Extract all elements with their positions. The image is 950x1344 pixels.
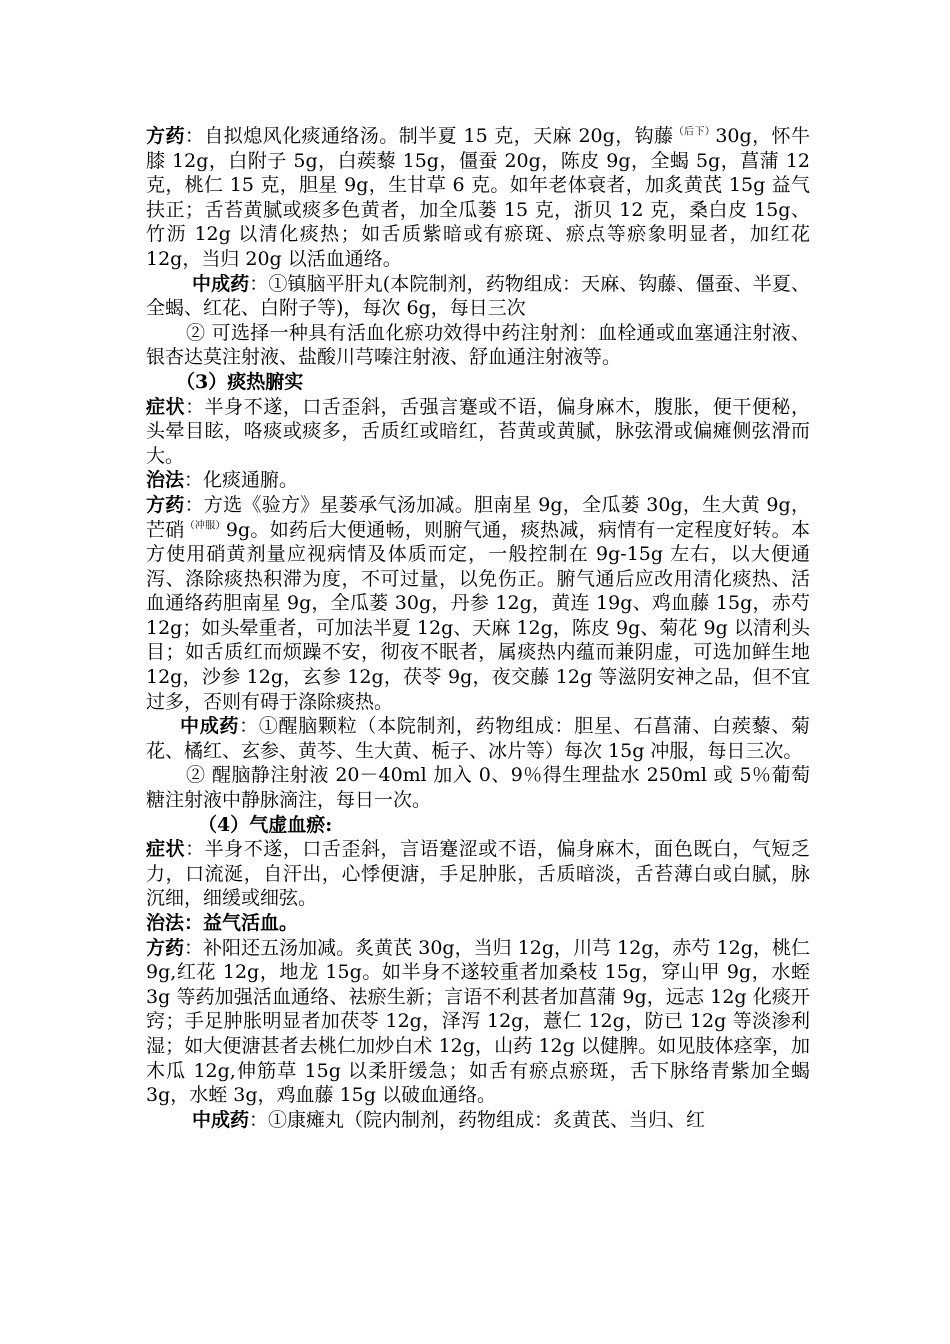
formula-text: ：方选《验方》星蒌承气汤加减。胆南星 9g，全瓜蒌 30g，生大黄 9g，芒硝 bbox=[146, 493, 810, 541]
formula-text-cont: 9g。如药后大便通畅，则腑气通，痰热减，病情有一定程度好转。本方使用硝黄剂量应视病情及体质而定，一般控制在 9g-15g 左右，以大便通泻、涤除痰热积滞为度，不可过量，以免伤正。腑气通后应改用清化痰热、活血通络药胆南星 9g，全瓜蒌 30g，丹参 12g，黄连 19g、鸡血藤 15g，赤芍 12g；如头晕重者，可加法半夏 12g、天麻 12g，陈皮 9g、菊花 9g 以清利头目；如舌质红而烦躁不安，彻夜不眠者，属痰热内蕴而兼阴虚，可选加鲜生地 12g，沙参 12g，玄参 12g，茯苓 9g，夜交藤 12g 等滋阴安神之品，但不宜过多，否则有碍于涤除痰热。 bbox=[146, 518, 810, 713]
label-zhifa: 治法 bbox=[146, 469, 185, 492]
label-fangyao: 方药 bbox=[146, 936, 185, 959]
section-heading-3: （3）痰热腑实 bbox=[176, 370, 304, 393]
label-fangyao: 方药 bbox=[146, 493, 185, 516]
section-heading-4: （4）气虚血瘀: bbox=[198, 813, 333, 836]
paragraph-patent-medicine-3 bbox=[146, 714, 810, 763]
paragraph-symptoms-4 bbox=[146, 837, 810, 911]
formula-text: ：自拟熄风化痰通络汤。制半夏 15 克，天麻 20g，钩藤 bbox=[184, 125, 674, 147]
formula-text: ：补阳还五汤加减。炙黄芪 30g，当归 12g，川芎 12g，赤芍 12g，桃仁 9g,红花 12g，地龙 15g。如半身不遂较重者加桑枝 15g，穿山甲 9g，水蛭 3g 等药加强活血通络、祛瘀生新；言语不利甚者加菖蒲 9g，远志 12g 化痰开窍；手足肿胀明显者加茯苓 12g，泽泻 12g，薏仁 12g，防已 12g 等淡渗利湿；如大便溏甚者去桃仁加炒白术 12g，山药 12g 以健脾。如见肢体痉挛，加木瓜 12g,伸筋草 15g 以柔肝缓急；如舌有瘀点瘀斑，舌下脉络青紫加全蝎 3g，水蛭 3g，鸡血藤 15g 以破血通络。 bbox=[146, 936, 810, 1107]
label-zhongchengyao: 中成药 bbox=[192, 1108, 250, 1131]
label-zhifa: 治法 bbox=[146, 912, 185, 934]
label-zhongchengyao: 中成药 bbox=[192, 272, 250, 295]
patent-medicine-text: ：①醒脑颗粒（本院制剂，药物组成：胆星、石菖蒲、白蒺藜、菊花、橘红、玄参、黄芩、生大黄、栀子、冰片等）每次 15g 冲服，每日三次。 bbox=[146, 715, 810, 762]
formula-text-cont: 30g，怀牛膝 12g，白附子 5g，白蒺藜 15g，僵蚕 20g，陈皮 9g，全蝎 5g，菖蒲 12 克，桃仁 15 克，胆星 9g，生甘草 6 克。如年老体衰者，加炙黄芪 15g 益气扶正；舌苔黄腻或痰多色黄者，加全瓜蒌 15 克，浙贝 12 克，桑白皮 15g、竹沥 12g 以清化痰热；如舌质紫暗或有瘀斑、瘀点等瘀象明显者，加红花 12g，当归 20g 以活血通络。 bbox=[146, 125, 810, 270]
label-zhengzhuang: 症状 bbox=[146, 838, 186, 861]
label-zhengzhuang: 症状 bbox=[146, 395, 186, 418]
paragraph-formula-3 bbox=[146, 493, 810, 714]
injection-text: ② 可选择一种具有活血化瘀功效得中药注射剂：血栓通或血塞通注射液、银杏达莫注射液、盐酸川芎嗪注射液、舒血通注射液等。 bbox=[146, 321, 810, 369]
paragraph-patent-medicine-4 bbox=[146, 1108, 810, 1133]
paragraph-injection-1 bbox=[146, 321, 810, 370]
paragraph-treatment-3 bbox=[146, 468, 810, 493]
paragraph-injection-3 bbox=[146, 763, 810, 812]
patent-medicine-text: ：①镇脑平肝丸(本院制剂，药物组成：天麻、钩藤、僵蚕、半夏、全蝎、红花、白附子等)，每次 6g，每日三次 bbox=[146, 272, 810, 320]
symptoms-text: ：半身不遂，口舌歪斜，言语蹇涩或不语，偏身麻木，面色既白，气短乏力，口流涎，自汗出，心悸便溏，手足肿胀，舌质暗淡，舌苔薄白或白腻，脉沉细，细缓或细弦。 bbox=[146, 838, 810, 910]
superscript-note: （冲服） bbox=[184, 520, 226, 532]
paragraph-patent-medicine-1 bbox=[146, 272, 810, 321]
symptoms-text: ：半身不遂，口舌歪斜，舌强言蹇或不语，偏身麻木，腹胀，便干便秘，头晕目眩，咯痰或痰多，舌质红或暗红，苔黄或黄腻，脉弦滑或偏瘫侧弦滑而大。 bbox=[146, 395, 810, 467]
paragraph-symptoms-3 bbox=[146, 395, 810, 469]
paragraph-formula-4 bbox=[146, 936, 810, 1108]
treatment-text: ：益气活血。 bbox=[184, 912, 299, 934]
label-fangyao: 方药 bbox=[146, 125, 185, 147]
document-page bbox=[146, 124, 810, 1132]
superscript-note: （后下） bbox=[673, 126, 716, 138]
label-zhongchengyao: 中成药 bbox=[180, 715, 240, 738]
treatment-text: ：化痰通腑。 bbox=[184, 469, 299, 492]
paragraph-formula-1 bbox=[146, 124, 810, 272]
injection-text: ② 醒脑静注射液 20－40ml 加入 0、9％得生理盐水 250ml 或 5％葡萄糖注射液中静脉滴注，每日一次。 bbox=[146, 764, 810, 812]
patent-medicine-text: ：①康瘫丸（院内制剂，药物组成：炙黄芪、当归、红 bbox=[249, 1108, 706, 1131]
paragraph-treatment-4 bbox=[146, 911, 810, 936]
